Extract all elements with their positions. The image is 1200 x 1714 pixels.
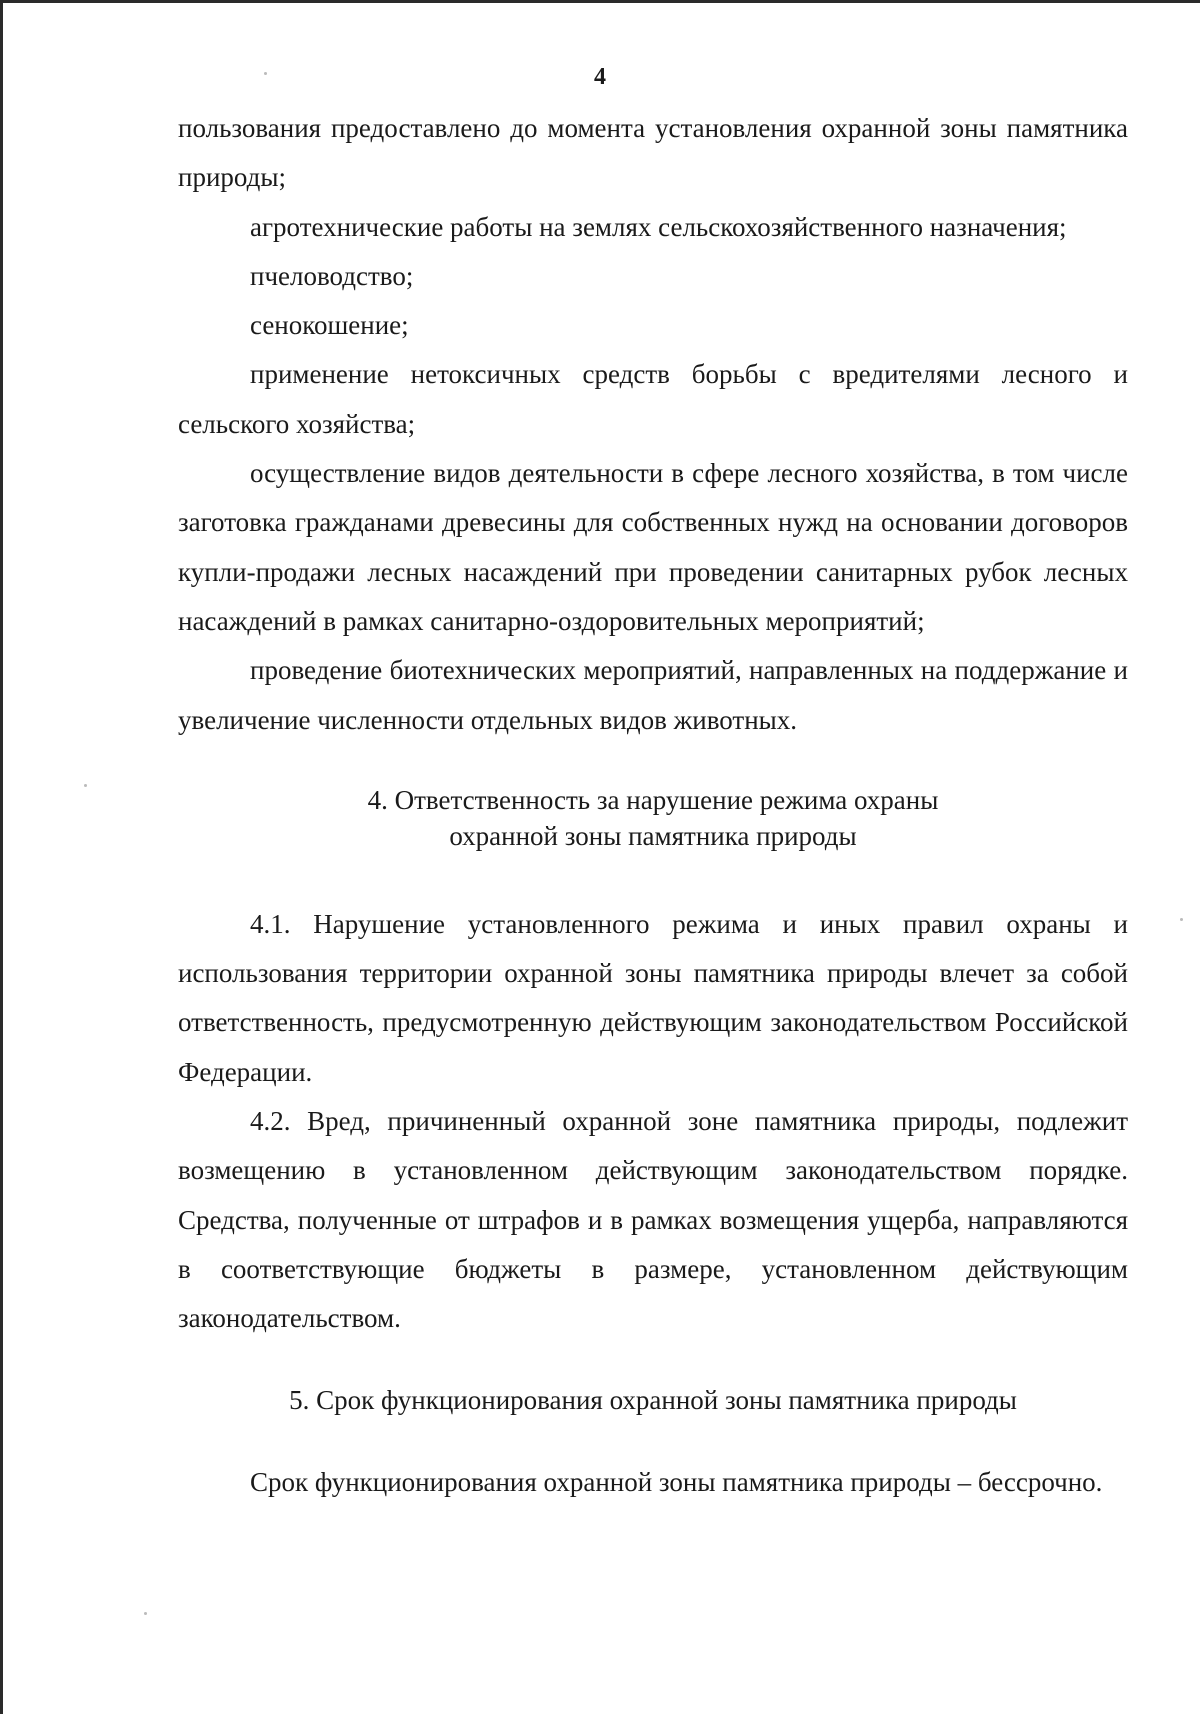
paragraph-pest-control: применение нетоксичных средств борьбы с вредителями лесного и сельского хозяйства; [178,359,1128,439]
section-4-heading-line-2: охранной зоны памятника природы [449,820,857,851]
scan-speck [144,1612,147,1615]
paragraph-agrotechnical: агротехнические работы на землях сельскохозяйственного назначения; [250,211,1067,242]
paragraph-beekeeping: пчеловодство; [250,260,414,291]
paragraph-biotechnical: проведение биотехнических мероприятий, направленных на поддержание и увеличение численности отдельных видов животных. [178,655,1128,735]
scan-border-left [0,0,3,1714]
page-number: 4 [594,64,606,90]
paragraph-5: Срок функционирования охранной зоны памятника природы – бессрочно. [250,1466,1103,1497]
paragraph-4-2: 4.2. Вред, причиненный охранной зоне памятника природы, подлежит возмещению в установленном действующим законодательством порядке. Средства, полученные от штрафов и в рамках возмещения ущерба, направляются в соответствующие бюджеты в размере, установленном действующим законодательством. [178,1106,1128,1334]
section-4-heading-line-1: 4. Ответственность за нарушение режима охраны [367,784,939,815]
scan-speck [1180,918,1183,921]
section-4-heading [178,782,1128,854]
paragraph-continuation: пользования предоставлено до момента установления охранной зоны памятника природы; [178,113,1128,193]
scan-speck [84,784,87,787]
scan-border-top [0,0,1200,3]
document-body [178,104,1128,1507]
paragraph-4-1: 4.1. Нарушение установленного режима и иных правил охраны и использования территории охранной зоны памятника природы влечет за собой ответственность, предусмотренную действующим законодательством Российской Федерации. [178,908,1128,1087]
paragraph-haymaking: сенокошение; [250,310,409,341]
section-5-heading: 5. Срок функционирования охранной зоны памятника природы [289,1384,1017,1415]
paragraph-forestry: осуществление видов деятельности в сфере лесного хозяйства, в том числе заготовка гражданами древесины для собственных нужд на основании договоров купли-продажи лесных насаждений при проведении санитарных рубок лесных насаждений в рамках санитарно-оздоровительных мероприятий; [178,458,1128,636]
